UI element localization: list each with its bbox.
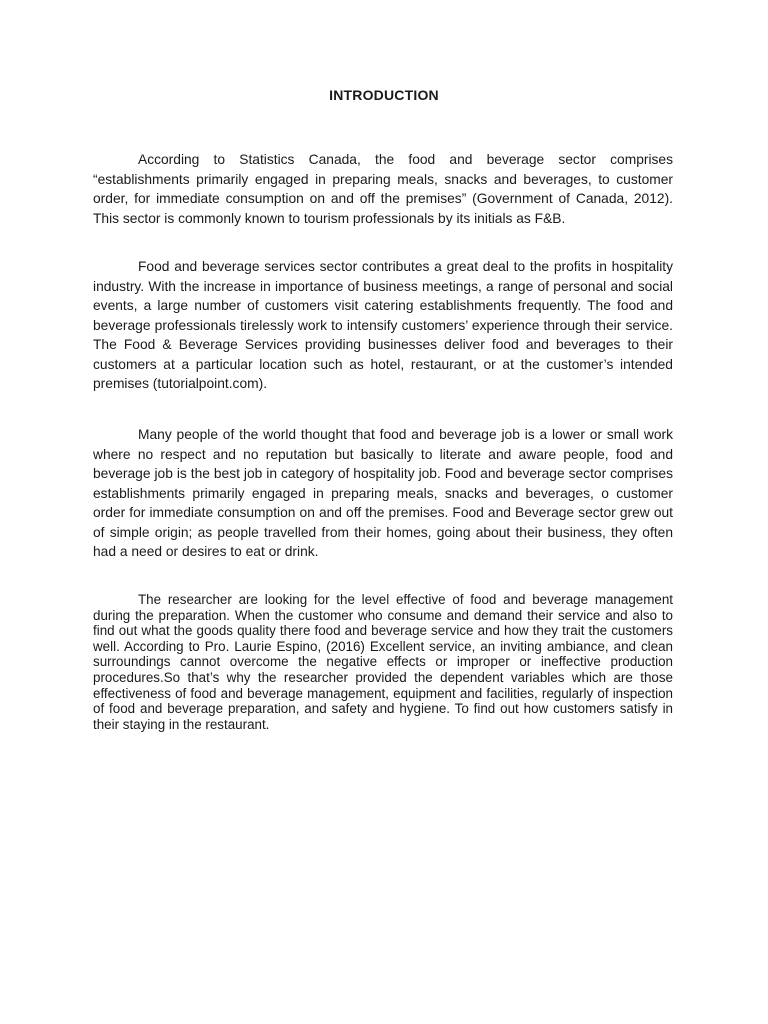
document-title: INTRODUCTION	[329, 87, 439, 103]
paragraph-2: Food and beverage services sector contributes a great deal to the profits in hospitality industry. With the increase in importance of business meetings, a range of personal and social events, a large number of customers visit catering establishments frequently. The food and beverage professionals tirelessly work to intensify customers’ experience through their service. The Food & Beverage Services providing businesses deliver food and beverages to their customers at a particular location such as hotel, restaurant, or at the customer’s intended premises (tutorialpoint.com).	[93, 259, 673, 391]
paragraph-4: The researcher are looking for the level effective of food and beverage management during the preparation. When the customer who consume and demand their service and also to find out what the goods quality there food and beverage service and how they trait the customers well. According to Pro. Laurie Espino, (2016) Excellent service, an inviting ambiance, and clean surroundings cannot overcome the negative effects or improper or ineffective production procedures.So that’s why the researcher provided the dependent variables which are those effectiveness of food and beverage management, equipment and facilities, regularly of inspection of food and beverage preparation, and safety and hygiene. To find out how customers satisfy in their staying in the restaurant.	[93, 592, 673, 732]
paragraph-1: According to Statistics Canada, the food and beverage sector comprises “establishments primarily engaged in preparing meals, snacks and beverages, to customer order, for immediate consumption on and off the premises” (Government of Canada, 2012). This sector is commonly known to tourism professionals by its initials as F&B.	[93, 152, 673, 226]
paragraph-3: Many people of the world thought that food and beverage job is a lower or small work where no respect and no reputation but basically to literate and aware people, food and beverage job is the best job in category of hospitality job. Food and beverage sector comprises establishments primarily engaged in preparing meals, snacks and beverages, o customer order for immediate consumption on and off the premises. Food and Beverage sector grew out of simple origin; as people travelled from their homes, going about their business, they often had a need or desires to eat or drink.	[93, 427, 673, 559]
